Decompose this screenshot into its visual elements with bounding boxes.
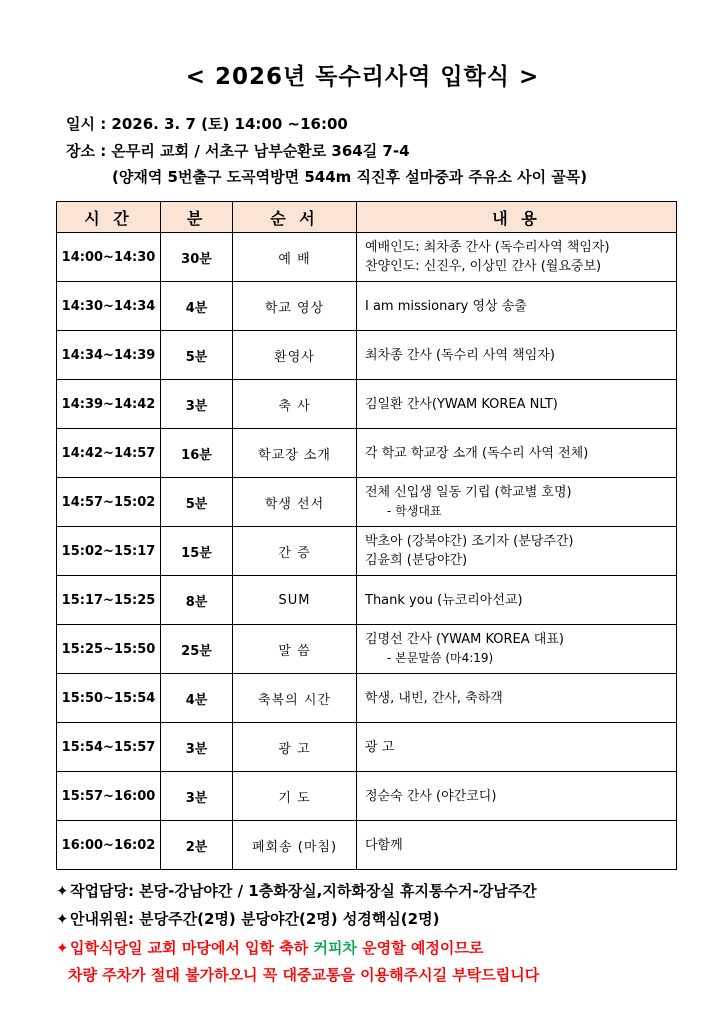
- row-content: [357, 380, 677, 429]
- notice-warning-text-c: 운영할 예정이므로: [356, 939, 484, 957]
- row-time: 14:57~15:02: [57, 478, 161, 527]
- row-content-line: 김명선 간사 (YWAM KOREA 대표): [365, 632, 564, 647]
- header-content: 내 용: [357, 202, 677, 233]
- table-row: [57, 625, 677, 674]
- table-row: [57, 233, 677, 282]
- row-order: 광 고: [233, 723, 357, 772]
- row-content-line: 학생, 내빈, 간사, 축하객: [365, 690, 503, 706]
- row-order: 기 도: [233, 772, 357, 821]
- row-content-line: 각 학교 학교장 소개 (독수리 사역 전체): [365, 445, 589, 461]
- notice-warning-text-a: 입학식당일 교회 마당에서 입학 축하: [70, 939, 314, 957]
- star-icon: ✦: [56, 939, 69, 957]
- row-duration: 2분: [161, 821, 233, 870]
- notice-ushers: [56, 908, 439, 929]
- header-duration: 분: [161, 202, 233, 233]
- row-content-line: Thank you (뉴코리아선교): [365, 592, 523, 608]
- row-content: [357, 429, 677, 478]
- row-order: 학교 영상: [233, 282, 357, 331]
- row-content-line: 찬양인도: 신진우, 이상민 간사 (월요중보): [365, 259, 602, 274]
- star-icon: ✦: [56, 910, 69, 928]
- table-row: [57, 331, 677, 380]
- row-content: [357, 331, 677, 380]
- star-icon: ✦: [56, 882, 69, 900]
- row-duration: 5분: [161, 478, 233, 527]
- row-duration: 25분: [161, 625, 233, 674]
- row-content-line: 김일환 간사(YWAM KOREA NLT): [365, 396, 558, 412]
- row-order: 학교장 소개: [233, 429, 357, 478]
- row-content: [357, 674, 677, 723]
- header-time: 시 간: [57, 202, 161, 233]
- row-time: 14:39~14:42: [57, 380, 161, 429]
- notice-work-text: 작업담당: 본당-강남야간 / 1층화장실,지하화장실 휴지통수거-강남주간: [70, 882, 537, 900]
- row-time: 14:42~14:57: [57, 429, 161, 478]
- row-content-line: 전체 신입생 일동 기립 (학교별 호명): [365, 485, 572, 500]
- row-content: [357, 625, 677, 674]
- row-duration: 3분: [161, 723, 233, 772]
- table-row: [57, 527, 677, 576]
- table-row: [57, 576, 677, 625]
- row-content-line: 김윤희 (분당야간): [365, 553, 468, 568]
- row-order: 학생 선서: [233, 478, 357, 527]
- table-row: [57, 821, 677, 870]
- row-content: [357, 478, 677, 527]
- event-directions: (양재역 5번출구 도곡역방면 544m 직진후 설마중과 주유소 사이 골목): [112, 168, 588, 186]
- row-order: 환영사: [233, 331, 357, 380]
- row-order: 말 씀: [233, 625, 357, 674]
- row-content: [357, 576, 677, 625]
- row-time: 14:00~14:30: [57, 233, 161, 282]
- row-content-line: 박초아 (강북야간) 조기자 (분당주간): [365, 534, 574, 549]
- row-duration: 3분: [161, 380, 233, 429]
- row-duration: 8분: [161, 576, 233, 625]
- row-content: [357, 282, 677, 331]
- table-row: [57, 674, 677, 723]
- row-duration: 30분: [161, 233, 233, 282]
- table-row: [57, 380, 677, 429]
- notice-ushers-text: 안내위원: 분당주간(2명) 분당야간(2명) 성경핵심(2명): [70, 910, 440, 928]
- row-order: SUM: [233, 576, 357, 625]
- notice-coffee-truck: 커피차: [313, 939, 357, 957]
- row-duration: 5분: [161, 331, 233, 380]
- row-order: 축 사: [233, 380, 357, 429]
- row-content: [357, 821, 677, 870]
- row-content-line: 광 고: [365, 739, 395, 755]
- row-time: 15:57~16:00: [57, 772, 161, 821]
- row-order: 간 증: [233, 527, 357, 576]
- notice-parking-warning-line2: 차량 주차가 절대 불가하오니 꼭 대중교통을 이용해주시길 부탁드립니다: [68, 966, 540, 984]
- table-row: [57, 429, 677, 478]
- event-place: 장소 : 온무리 교회 / 서초구 남부순환로 364길 7-4: [66, 142, 410, 160]
- table-header-row: [57, 202, 677, 233]
- row-time: 14:34~14:39: [57, 331, 161, 380]
- row-content: [357, 723, 677, 772]
- row-duration: 4분: [161, 282, 233, 331]
- row-duration: 15분: [161, 527, 233, 576]
- notice-work-assignment: [56, 880, 537, 901]
- table-row: [57, 282, 677, 331]
- row-duration: 3분: [161, 772, 233, 821]
- row-duration: 4분: [161, 674, 233, 723]
- table-row: [57, 772, 677, 821]
- schedule-table: [56, 201, 677, 870]
- notice-parking-warning: [56, 937, 483, 958]
- table-row: [57, 723, 677, 772]
- row-content: [357, 233, 677, 282]
- row-duration: 16분: [161, 429, 233, 478]
- row-content: [357, 772, 677, 821]
- row-time: 15:02~15:17: [57, 527, 161, 576]
- header-order: 순 서: [233, 202, 357, 233]
- table-row: [57, 478, 677, 527]
- row-content-line: 예배인도: 최차종 간사 (독수리사역 책임자): [365, 240, 610, 255]
- row-content-line: 다함께: [365, 837, 403, 853]
- row-order: 축복의 시간: [233, 674, 357, 723]
- row-content-line: 정순숙 간사 (야간코디): [365, 788, 497, 804]
- row-time: 15:54~15:57: [57, 723, 161, 772]
- row-order: 폐회송 (마침): [233, 821, 357, 870]
- row-order: 예 배: [233, 233, 357, 282]
- page-title: < 2026년 독수리사역 입학식 >: [185, 64, 540, 90]
- row-content-line: 최차종 간사 (독수리 사역 책임자): [365, 347, 555, 363]
- row-content-subline: - 본문말씀 (마4:19): [387, 651, 494, 665]
- row-content-line: I am missionary 영상 송출: [365, 298, 527, 314]
- row-time: 16:00~16:02: [57, 821, 161, 870]
- row-time: 14:30~14:34: [57, 282, 161, 331]
- row-content-subline: - 학생대표: [387, 504, 442, 518]
- row-time: 15:50~15:54: [57, 674, 161, 723]
- row-time: 15:17~15:25: [57, 576, 161, 625]
- row-content: [357, 527, 677, 576]
- event-date: 일시 : 2026. 3. 7 (토) 14:00 ~16:00: [66, 115, 348, 133]
- row-time: 15:25~15:50: [57, 625, 161, 674]
